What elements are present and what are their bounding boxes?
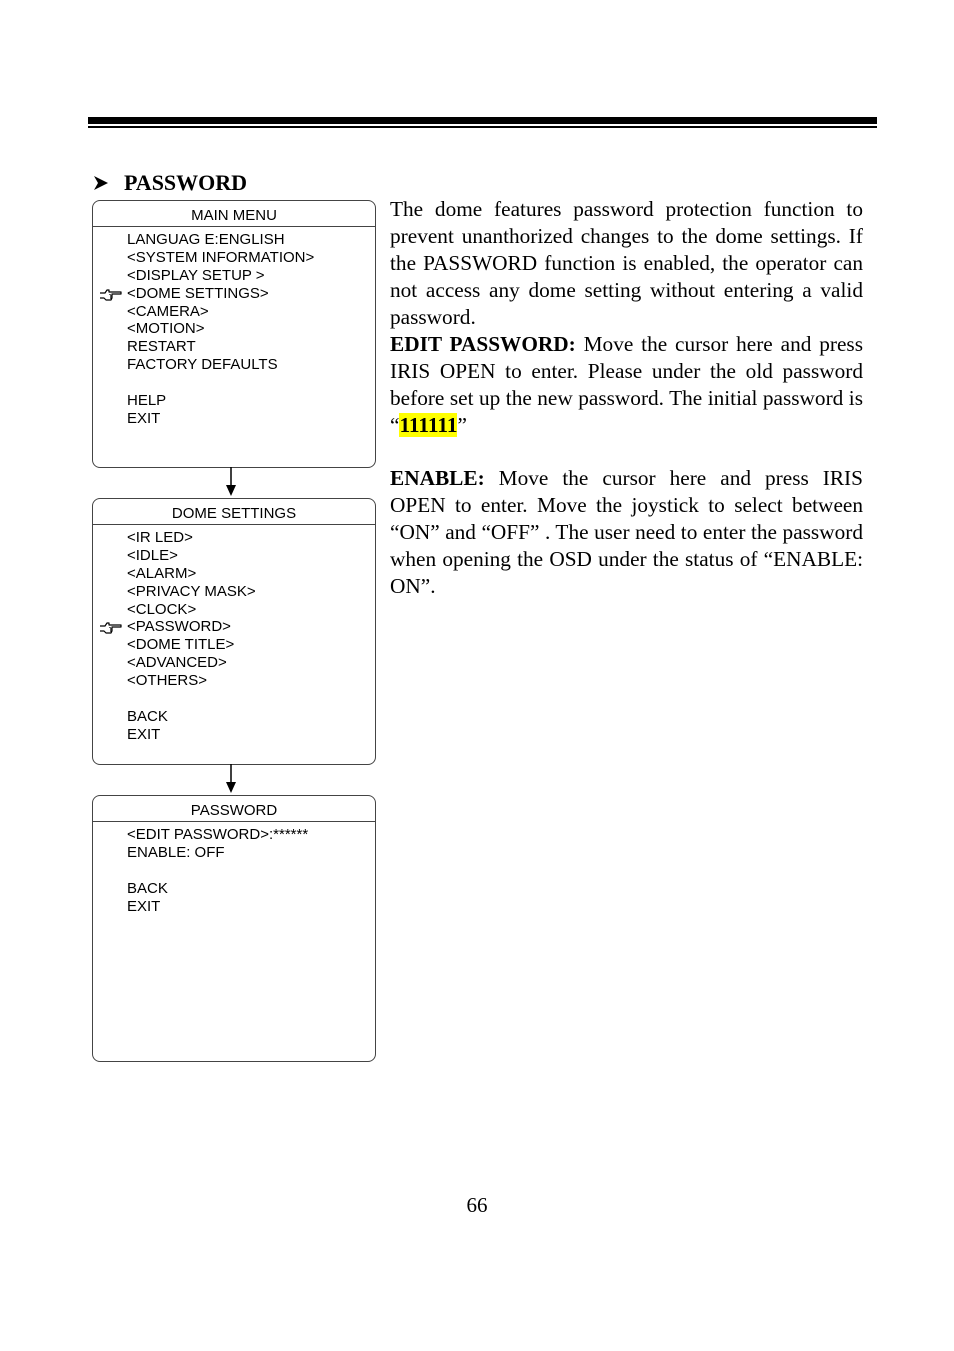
edit-password-label: EDIT PASSWORD:: [390, 332, 576, 356]
enable-label: ENABLE:: [390, 466, 485, 490]
osd-main-menu-title: MAIN MENU: [93, 201, 375, 227]
osd-password-list: [93, 822, 375, 915]
menu-item: <MOTION>: [127, 320, 205, 338]
page-number: 66: [466, 1193, 488, 1217]
menu-item: EXIT: [127, 725, 161, 743]
osd-password: [92, 795, 376, 1062]
edit-password-body: Move the cursor here and press IRIS OPEN to enter. Please under the old password before set up the new password. The initial password is “: [390, 332, 863, 437]
menu-item: <IDLE>: [127, 546, 178, 564]
menu-item-selected: [93, 285, 375, 303]
menu-item: BACK: [127, 879, 168, 897]
menu-item: <ALARM>: [127, 564, 197, 582]
menu-item-label: <PASSWORD>: [127, 618, 231, 636]
menu-item: <EDIT PASSWORD>:******: [127, 826, 309, 843]
menu-spacer: [93, 862, 375, 880]
menu-item: <CAMERA>: [127, 302, 209, 320]
menu-item: LANGUAG E:ENGLISH: [127, 231, 285, 248]
osd-dome-settings-list: [93, 525, 375, 744]
enable-body: Move the cursor here and press IRIS OPEN to enter. Move the joystick to select between “ON” and “OFF” . The user need to enter the password when opening the OSD under the status of “ENABLE: ON”.: [390, 466, 863, 598]
body-text: [390, 196, 863, 600]
header-rule-thin: [88, 126, 877, 128]
menu-item-label: <DOME SETTINGS>: [127, 284, 269, 302]
section-title: PASSWORD: [124, 170, 248, 195]
edit-password-close-quote: ”: [457, 413, 467, 437]
osd-main-menu-list: [93, 227, 375, 428]
menu-item: <OTHERS>: [127, 672, 208, 690]
pointing-hand-icon: [99, 619, 123, 635]
menu-item-selected: [93, 618, 375, 636]
menu-item: <ADVANCED>: [127, 654, 227, 672]
menu-item: HELP: [127, 392, 167, 410]
enable-paragraph: [390, 465, 863, 600]
arrowhead-bullet-icon: [92, 174, 110, 192]
section-heading: [92, 170, 247, 196]
menu-item: <DISPLAY SETUP >: [127, 266, 265, 284]
osd-main-menu: [92, 200, 376, 468]
menu-item: RESTART: [127, 338, 196, 356]
pointing-hand-icon: [99, 286, 123, 302]
header-rule: [88, 117, 877, 124]
menu-item: BACK: [127, 707, 168, 725]
menu-item: <SYSTEM INFORMATION>: [127, 248, 315, 266]
menu-item: <PRIVACY MASK>: [127, 582, 256, 600]
arrow-down-icon: [224, 467, 238, 497]
menu-spacer: [93, 374, 375, 392]
menu-item: <IR LED>: [127, 529, 193, 546]
menu-item: ENABLE: OFF: [127, 843, 225, 861]
osd-dome-settings: [92, 498, 376, 765]
osd-password-title: PASSWORD: [93, 796, 375, 822]
arrow-down-icon: [224, 764, 238, 794]
menu-item: <DOME TITLE>: [127, 636, 235, 654]
edit-password-paragraph: [390, 331, 863, 439]
menu-item: EXIT: [127, 897, 161, 915]
menu-item: FACTORY DEFAULTS: [127, 356, 278, 374]
menu-spacer: [93, 690, 375, 708]
intro-paragraph: The dome features password protection function to prevent unanthorized changes to the dome settings. If the PASSWORD function is enabled, the operator can not access any dome setting without entering a valid password.: [390, 197, 863, 329]
menu-item: <CLOCK>: [127, 600, 197, 618]
initial-password-highlight: 111111: [399, 413, 458, 437]
menu-item: EXIT: [127, 409, 161, 427]
osd-dome-settings-title: DOME SETTINGS: [93, 499, 375, 525]
